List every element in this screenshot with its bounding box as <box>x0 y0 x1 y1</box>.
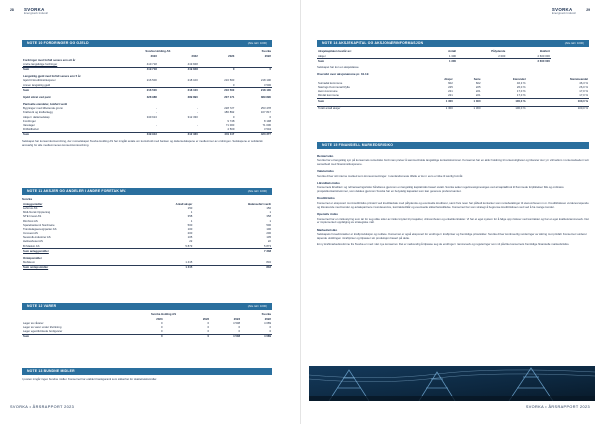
note11-header: NOTE 11 AKSJER OG ANDELER I ANDRE FORETAK MV. (Alle tall i 1000) <box>22 188 272 195</box>
note14-header: NOTE 14 AKSJEKAPITAL OG AKSJONÆRINFORMASJON (Alle tall i 1000) <box>317 40 589 47</box>
footer-right: SVORKA • ÅRSRAPPORT 2023 <box>525 405 590 410</box>
note13-header: NOTE 13 BUNDNE MIDLER <box>22 368 272 375</box>
note10-header: NOTE 10 FORDRINGER OG GJELD (Alle tall i 1000) <box>22 40 272 47</box>
page-number-right: 29 <box>586 8 590 12</box>
power-plant-image <box>309 366 595 401</box>
note15-header: NOTE 15 FINANSIELL MARKEDSRISIKO <box>317 142 589 149</box>
footer-left: SVORKA • ÅRSRAPPORT 2023 <box>10 405 75 410</box>
brand-logo-left: SVORKA Energiverk Industri <box>24 7 49 16</box>
brand-logo-right: SVORKA Energiverk Industri <box>551 7 576 16</box>
page-number-left: 28 <box>10 8 14 12</box>
note12-table: Svorka Holding AS Svorka 2023 2022 2023 2022 Lager av råvarer 0 0 4 508 4 089 Lager av varer under tilvirkning 0 0 0 0 Lager egentilvirkede ferdigvarer 0 0 0 0 Sum 0 0 4 508 4 089 <box>23 312 271 339</box>
note11-table: Svorka Anleggsmidler Antall aksjer Balanseført verdi Lehmus AS 150 150 Midt-Norsk Opptening 1 1 NTE Invest AS 358 358 Rimfrost AS 1 1 Sparebanken1 Nordmøre 500 500 Trøndelagsenergiparter AS 100 100 Innovest AS 200 200 Nessrolk-industrier AS 105 105 Hølsvahuset AS 22 22 Bi Maskin AS 5 873 5 873 Sum anleggsmidler 7 338 Omløpsmidler Mobileum 1 415 832 Sum omløpsmidler 1 415 832 <box>22 197 271 270</box>
note13-body: I posten inngår ingen bundne midler. Konsernet har etablert bankgaranti som sikkerhet for skattetrekksmidler. <box>22 377 158 381</box>
note10-table: Svorka Holding AS Svorka 2023 2022 2023 2022 Fordringer med forfall senere enn ett år Andre langsiktige fordringer 419 718 419 848 Sum 419 718 419 848 0 0 Langsiktig gjeld med forfall senere enn 5 år Gjeld til kredittinstitusjoner 216 500 218 100 216 500 218 100 Annen langsiktig gjeld 0 3 500 Sum 216 500 218 100 216 500 218 100 Gjeld sikret ved pant 328 988 389 890 207 171 389 890 Pantsatte eiendeler, bokført verdi Bygninger med tilhørende grunn - - 228 727 253 478 Kraftverk og kraftanlegg - - 186 892 167 817 Aksjer i datterselskap 349 913 312 330 0 0 Fordringer 9 748 8 198 Varelager - - 71 000 71 006 Driftstilbehør 4 509 3 504 Sum 349 913 312 330 401 117 423 377 Selskapet har konsernkontoordning, der morselskapet Svorka Holding AS har inngått avtale om kontohold med banken og datterselskapene er medlemmer av ordningen. Selskapene er solidarisk ansvarlig for alle medlemmenes konsernkontoordning. <box>22 49 271 147</box>
note14-body: Aksjekapitalen består av: Antall Pålydende Bokført Aksjer 1 300 2 000 2 600 000 Sum 1 300 2 600 000 Selskapet har kun en aksjeklasse. Oversikt over aksjonærene pr. 31.12. Aksjer Serie Eierandel Stemmeandel Surnadal kommune 602 602 46,3 % 46,3 % Nærings Kommunal Rylla 225 225 26,0 % 26,0 % Heim kommune 221 221 17,0 % 17,0 % Rindal kommune 221 221 17,0 % 17,0 % Sum 1 300 1 300 100,0 % 100,0 % Totalt antall aksjer 1 300 1 300 100,0 % 100,0 % <box>317 49 588 111</box>
power-plant-photo <box>309 366 595 401</box>
note10-text: Selskapet har konsernkontoordning, der morselskapet Svorka Holding AS har inngått avtale om kontohold med banken og datterselskapene er medlemmer av ordningen. Selskapene er solidarisk ansvarlig for alle medlemmenes konsernkontoordning. <box>22 139 263 147</box>
note15-body: Renterisiko Svorka har et langsiktig syn på konsernets renterisiko fordi man prøver å sammenholde langsiktige kontantstrømmer. Konsernet har en aktiv holdning til rentemuligheter og tilsvarer stor yt i vil/mellom i rentemarkedet i tett samarbeid med finansinstitusjonene. Valutarisiko Svorka driver sitt interne marked som kroneomsetninger. I utenlandsmeste tilfelle er kun i euro er ikke til særlig formål. Likviditetsrisiko Konsernets likviditet i og refinanseringsrisiko håndteres gjennom en langsiktig kapitalmiks basert avtalt. Svorka søker regelmessigmessiges ved at kapitalbruk til flommede forpliktelser fikk og ordinære prosjektkontantstrømmer, som dekkes gjennom Svorka har en betydelig kapasitet som kan generere preferal samtet. Kredittrisiko Konsernet er eksponert mot kredittrisiko primært ved kredittavtale med pålydende og eventuelle kreditorer, samt hvis noen har påbudt kontanter som rentebetalinger til utenomhusen m.m. Kredittrisikoen vurderes løpende og tilsvarende med kunder og avtalepartnere i kundeservice, kontraktsvilkår og eventuelle sikkerhetsstillelse. Konsernet har som strategi å begrense kredittrisikoen ved ved å ha mange kunder. Operativ risiko Konsernet har en risikostyring som tar for seg ulike sider av risiko knyttet til prosjekter, virksomheten og enkeltkontrakter. Vi har et eget system for å følge opp risikoer ved kontrakter og har et eget kvalitetsrammeverk. Det er implementert oppfølging av strategiske mål. Markedsrisiko Selskapets hovedinntekter er kraftproduksjon og nettleie. Konsernet er også eksponert for endringer i kraftpriser og fremtidige prisutsikter. Svorka driver kontinuerlig vurderinger av sikring mot prisfall. Konsernet vurderer løpende utviklingen i kraftpriser og tilpasser sin produksjon basert på dette. Et ny kraftmarkedsreforme fra Svorka er med i det nye konsernet. Det er nødvendig å tilpasse seg de endringer i rammeverk og reguleringer som vil påvirke konsernets fremtidige finansielle markedsrisiko. <box>317 153 589 247</box>
right-page <box>300 0 600 424</box>
note12-header: NOTE 12 VARER (Alle tall i 1000) <box>22 303 272 310</box>
